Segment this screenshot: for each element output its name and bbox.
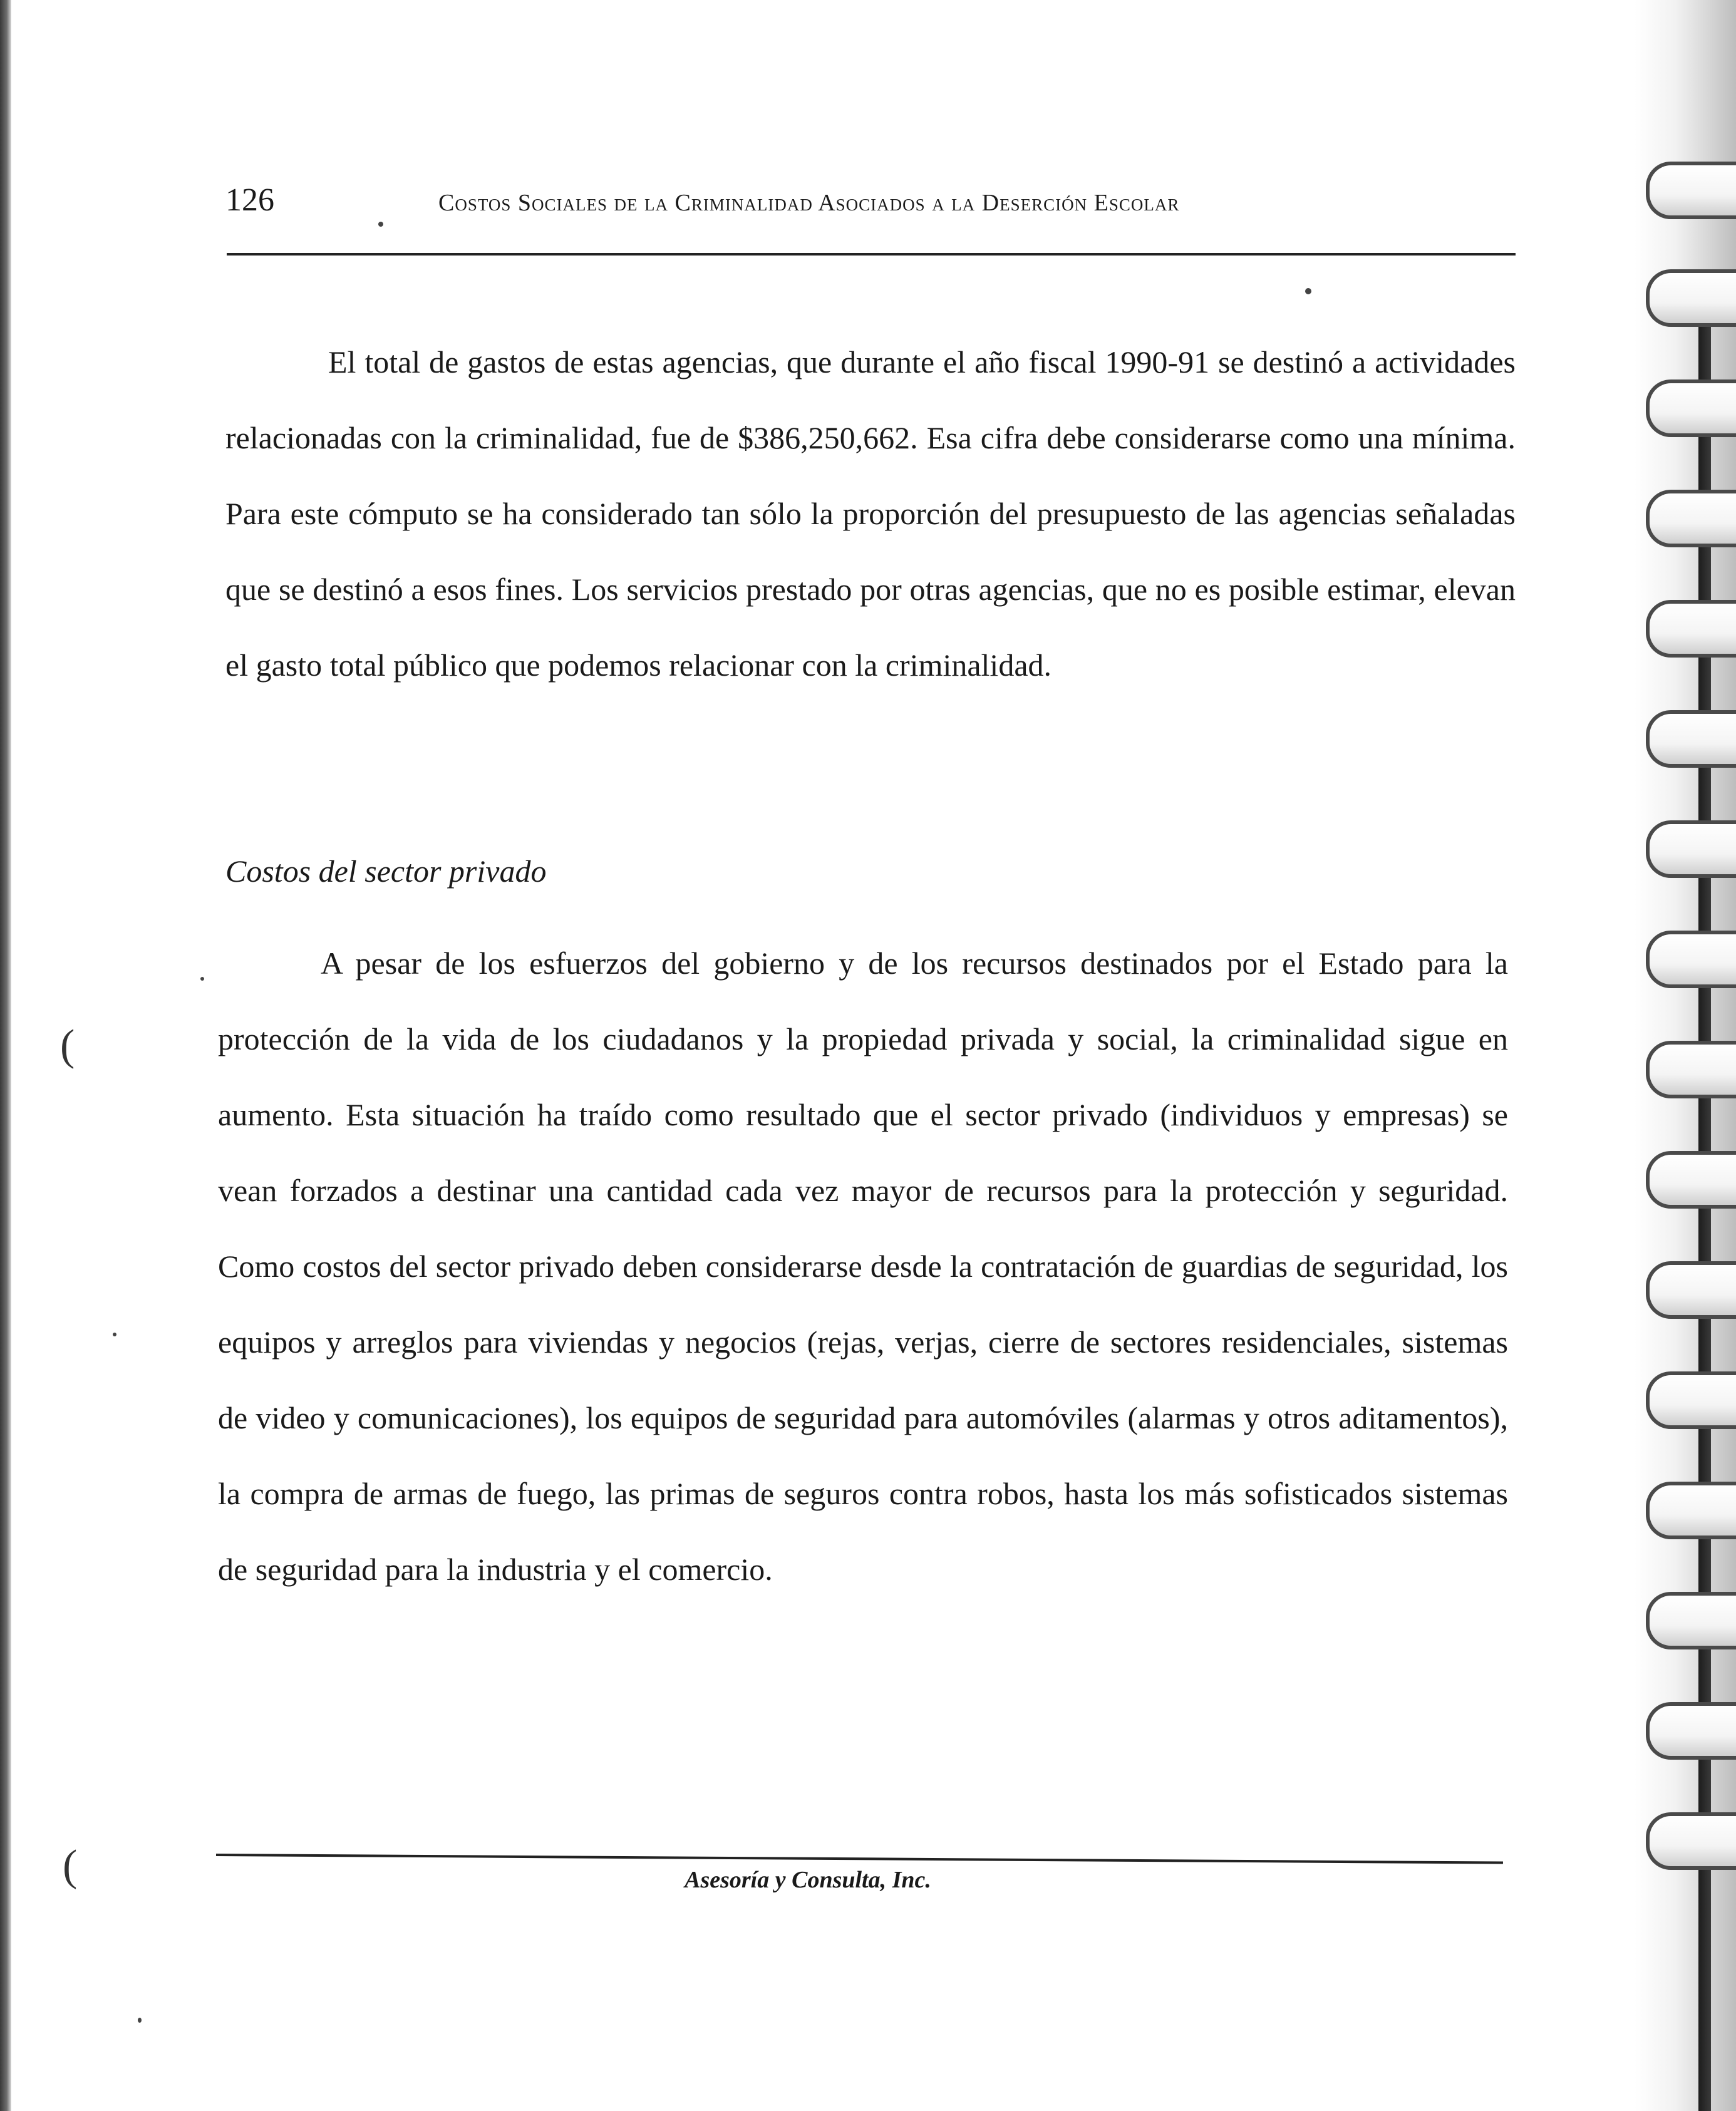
binding-coil bbox=[1646, 1702, 1736, 1760]
footer-publisher: Asesoría y Consulta, Inc. bbox=[685, 1867, 931, 1893]
page-number: 126 bbox=[225, 182, 274, 218]
binding-coil bbox=[1646, 1482, 1736, 1539]
margin-mark: ( bbox=[63, 1842, 78, 1890]
binding-coil bbox=[1646, 820, 1736, 878]
scan-speck bbox=[138, 2018, 142, 2023]
binding-coil bbox=[1646, 490, 1736, 547]
binding-coil bbox=[1646, 162, 1736, 219]
binding-coil bbox=[1646, 1371, 1736, 1429]
page-header bbox=[225, 182, 1303, 225]
binding-coil bbox=[1646, 710, 1736, 768]
scan-left-edge bbox=[0, 0, 11, 2111]
margin-mark: ( bbox=[60, 1021, 75, 1070]
header-rule bbox=[227, 253, 1516, 255]
scan-speck bbox=[378, 222, 383, 227]
binding-coil bbox=[1646, 269, 1736, 327]
scan-speck bbox=[113, 1333, 116, 1336]
binding-coil bbox=[1646, 1812, 1736, 1870]
binding-coil bbox=[1646, 1261, 1736, 1319]
binding-coil bbox=[1646, 379, 1736, 437]
footer-rule bbox=[216, 1854, 1503, 1864]
binding-coil bbox=[1646, 1151, 1736, 1209]
body-paragraph: El total de gastos de estas agencias, que durante el año fiscal 1990-91 se destinó a actividades relacionadas con la criminalidad, fue de $386,250,662. Esa cifra debe considerarse como una mínima. Para este cómputo se ha considerado tan sólo la proporción del presupuesto de las agencias señaladas que se destinó a esos fines. Los servicios prestado por otras agencias, que no es posible estimar, elevan el gasto total público que podemos relacionar con la criminalidad. bbox=[225, 344, 1516, 683]
section-heading: Costos del sector privado bbox=[225, 854, 547, 889]
running-title: Costos Sociales de la Criminalidad Asociados a la Deserción Escolar bbox=[438, 190, 1180, 216]
binding-coil bbox=[1646, 1592, 1736, 1649]
body-paragraph: A pesar de los esfuerzos del gobierno y de los recursos destinados por el Estado para la protección de la vida de los ciudadanos y la propiedad privada y social, la criminalidad sigue en aumento. Esta situación ha traído como resultado que el sector privado (individuos y empresas) se vean forzados a destinar una cantidad cada vez mayor de recursos para la protección y seguridad. Como costos del sector privado deben considerarse desde la contratación de guardias de seguridad, los equipos y arreglos para viviendas y negocios (rejas, verjas, cierre de sectores residenciales, sistemas de video y comunicaciones), los equipos de seguridad para automóviles (alarmas y otros aditamentos), la compra de armas de fuego, las primas de seguros contra robos, hasta los más sofisticados sistemas de seguridad para la industria y el comercio. bbox=[218, 946, 1508, 1587]
binding-coil bbox=[1646, 931, 1736, 988]
binding-coil bbox=[1646, 600, 1736, 658]
scan-speck bbox=[1305, 288, 1311, 294]
scan-speck bbox=[200, 977, 204, 981]
binding-coil bbox=[1646, 1041, 1736, 1098]
